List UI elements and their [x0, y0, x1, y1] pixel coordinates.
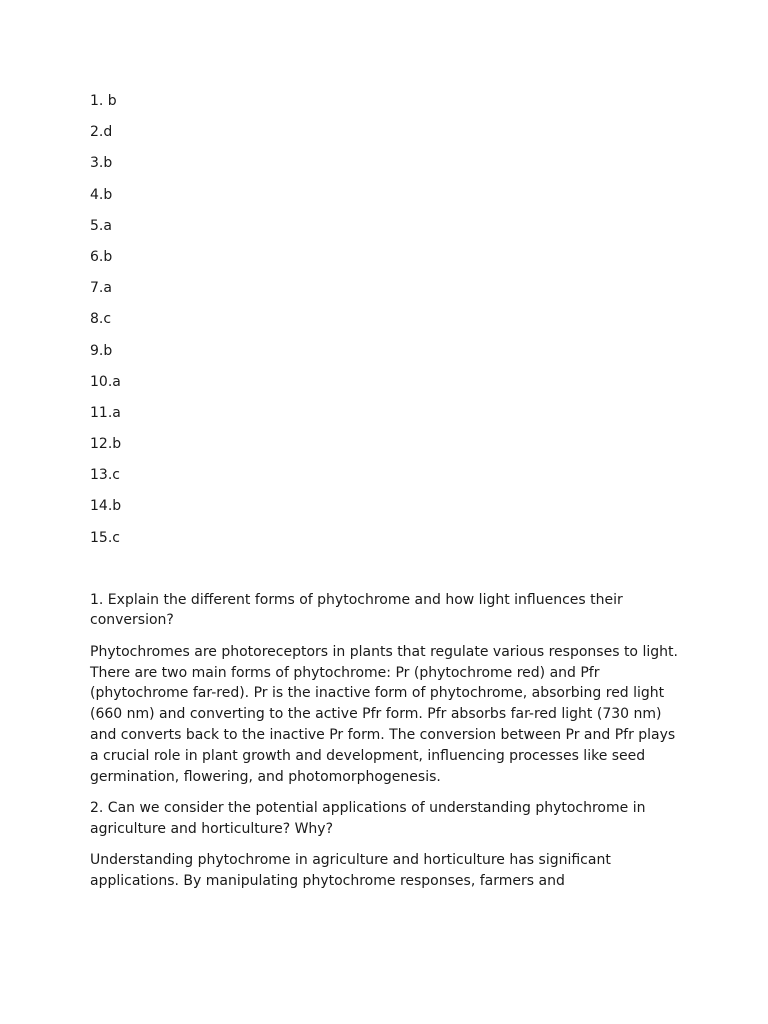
answer-key-list: [90, 91, 682, 549]
answer-item: 10.a: [90, 373, 121, 390]
answer-item: 2.d: [90, 124, 113, 141]
answer-item: 4.b: [90, 186, 113, 203]
answer-item: 3.b: [90, 155, 113, 172]
answer-item: 1. b: [90, 93, 117, 109]
answer-text: Understanding phytochrome in agriculture and horticulture has significant applications. By manipulating phytochrome responses, farmers and: [90, 851, 611, 889]
answer-text: Phytochromes are photoreceptors in plants that regulate various responses to light. There are two main forms of phytochrome: Pr (phytochrome red) and Pfr (phytochrome far-red). Pr is the inactive form of phytochrome, absorbing red light (660 nm) and converting to the active Pfr form. Pfr absorbs far-red light (730 nm) and converts back to the inactive Pr form. The conversion between Pr and Pfr plays a crucial role in plant growth and development, influencing processes like seed germination, flowering, and photomorphogenesis.: [90, 643, 678, 785]
document-page: [90, 91, 682, 902]
answer-item: 12.b: [90, 436, 122, 453]
answer-item: 7.a: [90, 280, 112, 297]
answer-item: 14.b: [90, 498, 122, 515]
answer-item: 9.b: [90, 342, 113, 359]
answer-item: 11.a: [90, 404, 121, 421]
answer-item: 8.c: [90, 311, 112, 328]
answer-item: 5.a: [90, 217, 112, 234]
question-text: 2. Can we consider the potential applications of understanding phytochrome in agriculture and horticulture? Why?: [90, 799, 646, 837]
answer-item: 6.b: [90, 248, 113, 265]
answer-item: 15.c: [90, 529, 120, 546]
question-text: 1. Explain the different forms of phytochrome and how light influences their conversion?: [90, 591, 623, 629]
answer-item: 13.c: [90, 467, 120, 484]
question-answer-section: [90, 590, 682, 892]
